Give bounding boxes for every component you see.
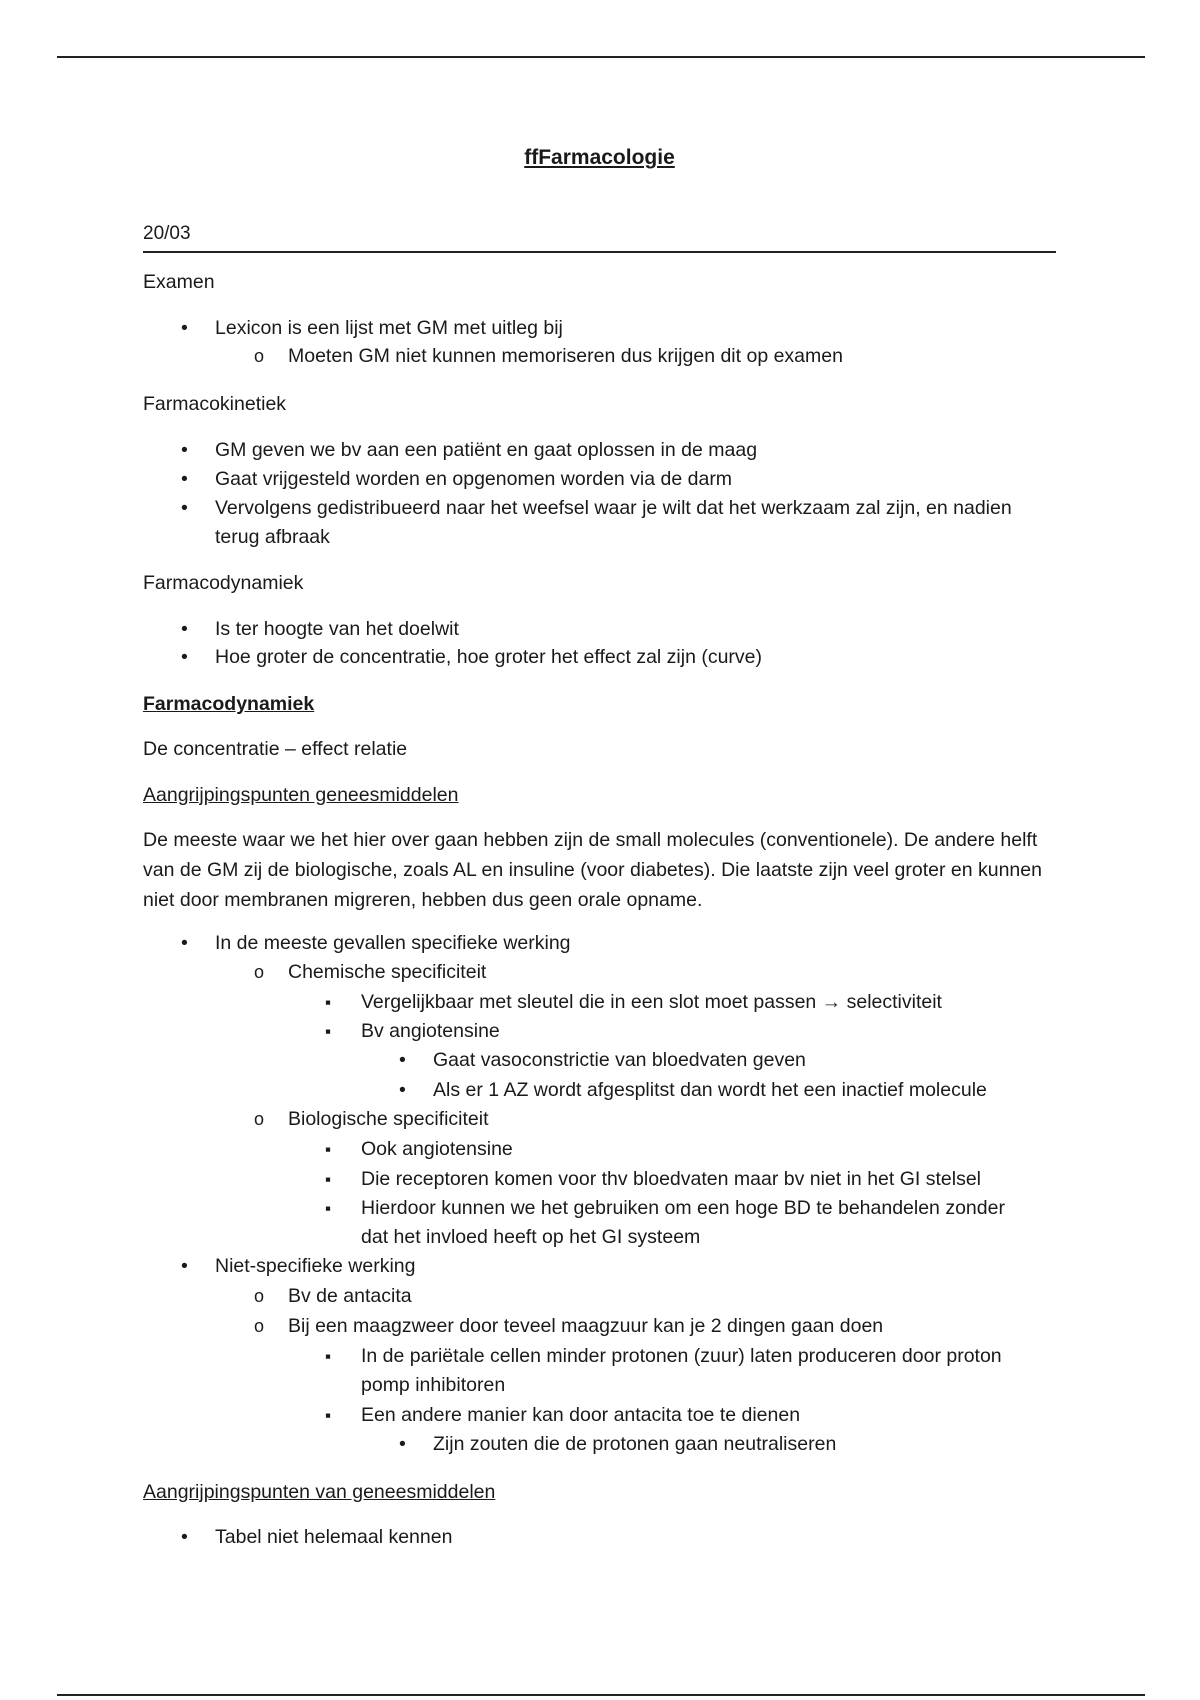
list-item: In de pariëtale cellen minder protonen (zuur) laten produceren door proton [361, 1345, 1002, 1367]
paragraph-small-molecules: De meeste waar we het hier over gaan hebben zijn de small molecules (conventionele). De andere helft van de GM zij de biologische, zoals AL en insuline (voor diabetes). Die laatste zijn veel groter en kunnen niet door membranen migreren, hebben dus geen orale opname. [143, 829, 1042, 911]
bullet-marker [181, 1523, 188, 1551]
bullet-marker [325, 1194, 331, 1223]
page-bottom-rule [57, 1694, 1145, 1696]
section-heading-farmacodynamiek: Farmacodynamiek [143, 693, 315, 715]
heading-farmacokinetiek: Farmacokinetiek [143, 393, 287, 415]
list-item: Biologische specificiteit [288, 1108, 489, 1130]
bullet-marker [254, 958, 264, 986]
list-item: Vervolgens gedistribueerd naar het weefsel waar je wilt dat het werkzaam zal zijn, en nadien [215, 497, 1012, 519]
list-item: Bij een maagzweer door teveel maagzuur kan je 2 dingen gaan doen [288, 1315, 884, 1337]
list-item: Gaat vrijgesteld worden en opgenomen worden via de darm [215, 468, 733, 490]
bullet-marker [181, 643, 188, 671]
bullet-marker [325, 1017, 331, 1046]
list-item: Gaat vasoconstrictie van bloedvaten geven [433, 1049, 806, 1071]
list-item: Ook angiotensine [361, 1138, 513, 1160]
list-item: Hoe groter de concentratie, hoe groter het effect zal zijn (curve) [215, 646, 763, 668]
list-item: In de meeste gevallen specifieke werking [215, 932, 571, 954]
bullet-marker [181, 494, 188, 522]
bullet-marker [181, 615, 188, 643]
heading-examen: Examen [143, 271, 215, 293]
subheading-concentratie: De concentratie – effect relatie [143, 738, 408, 760]
bullet-marker [399, 1046, 406, 1074]
topic-aangrijpingspunten: Aangrijpingspunten geneesmiddelen [143, 784, 459, 806]
list-item-continuation: terug afbraak [215, 526, 330, 548]
bullet-marker [399, 1430, 406, 1458]
date-divider [143, 251, 1056, 253]
bullet-marker [254, 1312, 264, 1340]
bullet-marker [325, 1342, 331, 1371]
bullet-marker [325, 1165, 331, 1194]
list-item: Lexicon is een lijst met GM met uitleg bij [215, 317, 563, 339]
list-item: Moeten GM niet kunnen memoriseren dus krijgen dit op examen [288, 345, 843, 367]
list-item: Is ter hoogte van het doelwit [215, 618, 459, 640]
list-item: GM geven we bv aan een patiënt en gaat oplossen in de maag [215, 439, 758, 461]
heading-farmacodynamiek: Farmacodynamiek [143, 572, 304, 594]
bullet-marker [254, 1282, 264, 1310]
list-item-continuation: dat het invloed heeft op het GI systeem [361, 1226, 701, 1248]
list-item-continuation: pomp inhibitoren [361, 1374, 506, 1396]
list-item: Als er 1 AZ wordt afgesplitst dan wordt het een inactief molecule [433, 1079, 987, 1101]
page-top-rule [57, 56, 1145, 58]
bullet-marker [181, 929, 188, 957]
bullet-marker [325, 1135, 331, 1164]
list-item: Bv de antacita [288, 1285, 412, 1307]
bullet-marker [181, 436, 188, 464]
topic-aangrijpingspunten-van: Aangrijpingspunten van geneesmiddelen [143, 1481, 496, 1503]
bullet-marker [399, 1076, 406, 1104]
bullet-marker [181, 465, 188, 493]
list-item: Bv angiotensine [361, 1020, 500, 1042]
bullet-marker [181, 314, 188, 342]
bullet-marker [325, 988, 331, 1017]
list-item: Chemische specificiteit [288, 961, 487, 983]
document-title: ffFarmacologie [524, 146, 675, 169]
list-item: Hierdoor kunnen we het gebruiken om een hoge BD te behandelen zonder [361, 1197, 1005, 1219]
bullet-marker [325, 1401, 331, 1430]
list-item: Zijn zouten die de protonen gaan neutraliseren [433, 1433, 837, 1455]
list-item: Die receptoren komen voor thv bloedvaten maar bv niet in het GI stelsel [361, 1168, 981, 1190]
bullet-marker [181, 1252, 188, 1280]
list-item: Vergelijkbaar met sleutel die in een slot moet passen → selectiviteit [361, 991, 942, 1013]
date-header: 20/03 [143, 223, 191, 244]
list-item: Tabel niet helemaal kennen [215, 1526, 453, 1548]
bullet-marker [254, 1105, 264, 1133]
list-item: Een andere manier kan door antacita toe te dienen [361, 1404, 801, 1426]
list-item: Niet-specifieke werking [215, 1255, 416, 1277]
bullet-marker [254, 342, 264, 370]
